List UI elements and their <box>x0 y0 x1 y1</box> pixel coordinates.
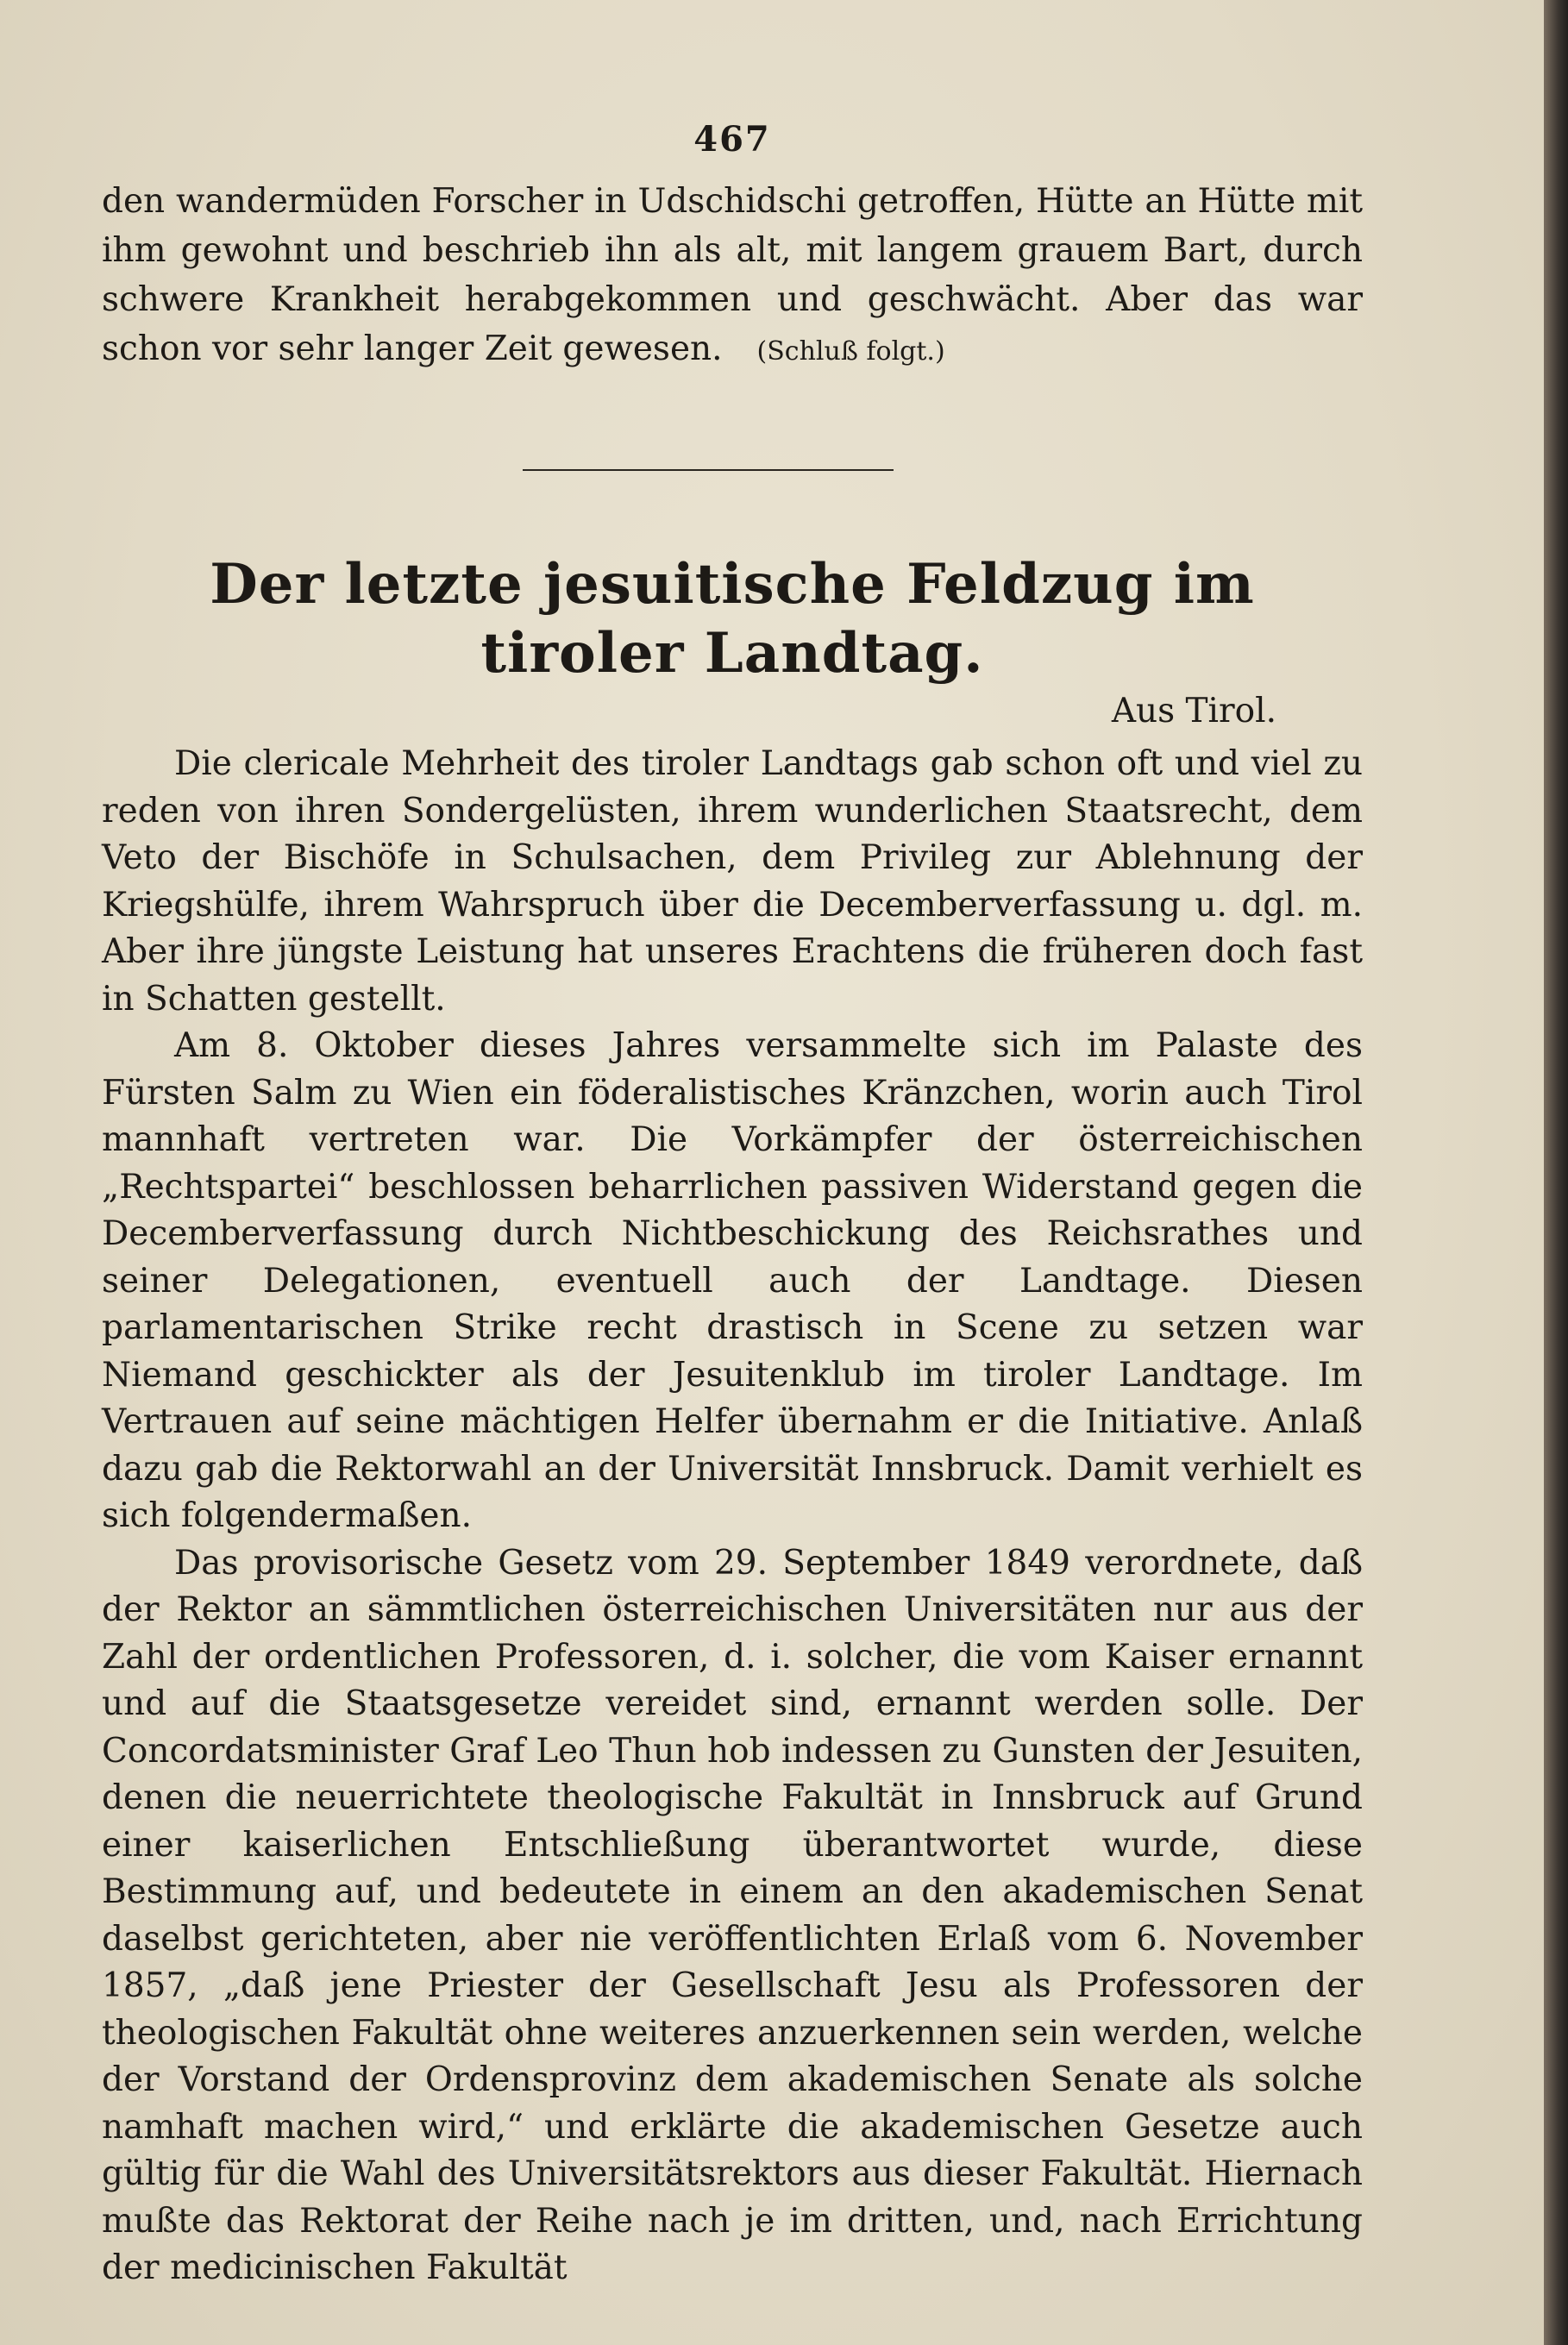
article-paragraph: Das provisorische Gesetz vom 29. September 1849 verordnete, daß der Rektor an sämmtlichen österreichischen Universitäten nur aus der Zahl der ordentlichen Professoren, d. i. solcher, die vom Kaiser ernannt und auf die Staatsgesetze vereidet sind, ernannt werden solle. Der Concordatsminister Graf Leo Thun hob indessen zu Gunsten der Jesuiten, denen die neuerrichtete theologische Fakultät in Innsbruck auf Grund einer kaiserlichen Entschließung überantwortet wurde, diese Bestimmung auf, und bedeutete in einem an den akademischen Senat daselbst gerichteten, aber nie veröffentlichten Erlaß vom 6. November 1857, „daß jene Priester der Gesellschaft Jesu als Professoren der theologischen Fakultät ohne weiteres anzuerkennen sein werden, welche der Vorstand der Ordensprovinz dem akademischen Senate als solche namhaft machen wird,“ und erklärte die akademischen Gesetze auch gültig für die Wahl des Universitätsrektors aus dieser Fakultät. Hiernach mußte das Rektorat der Reihe nach je im dritten, und, nach Errichtung der medicinischen Fakultät <box>102 1543 1363 2287</box>
to-be-continued-note: (Schluß folgt.) <box>756 336 945 367</box>
continued-paragraph <box>102 177 1363 376</box>
continued-text: den wandermüden Forscher in Udschidschi getroffen, Hütte an Hütte mit ihm gewohnt und beschrieb ihn als alt, mit langem grauem Bart, durch schwere Krankheit herabgekommen und geschwächt. Aber das war schon vor sehr langer Zeit gewesen. <box>102 182 1363 368</box>
article-title: Der letzte jesuitische Feldzug im tiroler Landtag. <box>210 552 1255 686</box>
article-byline: Aus Tirol. <box>1111 692 1276 730</box>
page-content <box>102 119 1363 2292</box>
article-paragraph: Am 8. Oktober dieses Jahres versammelte sich im Palaste des Fürsten Salm zu Wien ein föderalistisches Kränzchen, worin auch Tirol mannhaft vertreten war. Die Vorkämpfer der österreichischen „Rechtspartei“ beschlossen beharrlichen passiven Widerstand gegen die Decemberverfassung durch Nichtbeschickung des Reichsrathes und seiner Delegationen, eventuell auch der Landtage. Diesen parlamentarischen Strike recht drastisch in Scene zu setzen war Niemand geschickter als der Jesuitenklub im tiroler Landtage. Im Vertrauen auf seine mächtigen Helfer übernahm er die Initiative. Anlaß dazu gab die Rektorwahl an der Universität Innsbruck. Damit verhielt es sich folgendermaßen. <box>102 1026 1363 1535</box>
page-number: 467 <box>693 119 771 160</box>
article-paragraph: Die clericale Mehrheit des tiroler Landtags gab schon oft und viel zu reden von ihren Sondergelüsten, ihrem wunderlichen Staatsrecht, dem Veto der Bischöfe in Schulsachen, dem Privileg zur Ablehnung der Kriegshülfe, ihrem Wahrspruch über die Decemberverfassung u. dgl. m. Aber ihre jüngste Leistung hat unseres Erachtens die früheren doch fast in Schatten gestellt. <box>102 744 1363 1019</box>
section-divider <box>523 469 894 471</box>
page-edge <box>1544 0 1568 2345</box>
